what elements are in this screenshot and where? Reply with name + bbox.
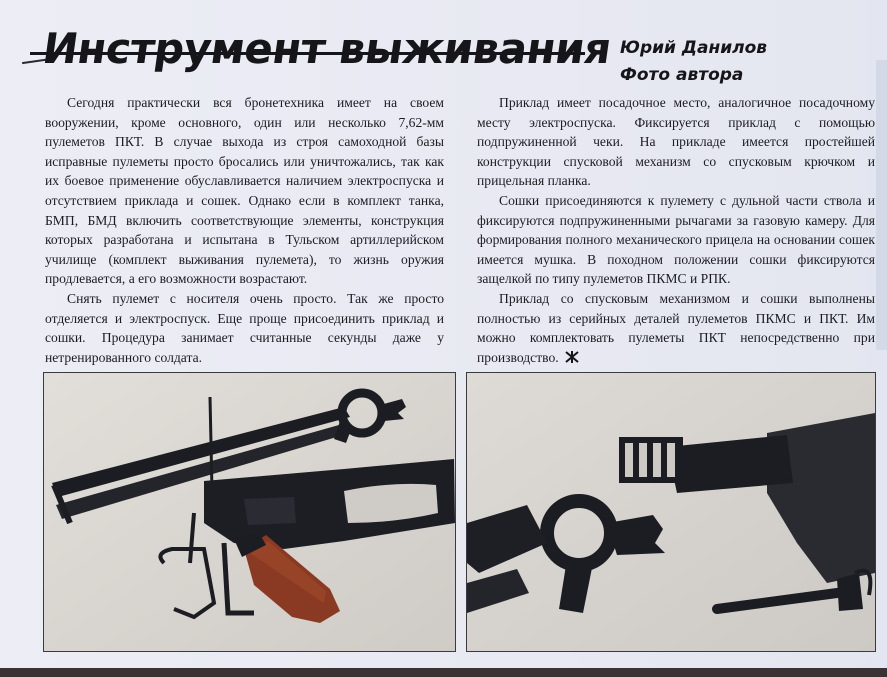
right-text-column: [477, 93, 875, 367]
bottom-border-band: [0, 668, 887, 677]
paragraph: Сошки присоединяются к пулемету с дульной части ствола и фиксируются подпружиненными рычагами за газовую камеру. Для формирования полного механического прицела на основании сошек имеется мушка. В походном положении сошки фиксируются защелкой по типу пулеметов ПКМС и РПК.: [477, 192, 875, 287]
article-title: Инструмент выживания: [39, 24, 615, 73]
photo-credit: Фото автора: [620, 65, 744, 85]
paragraph-text: Приклад со спусковым механизмом и сошки выполнены полностью из серийных деталей пулеметов ПКМС и ПКТ. Им можно комплектовать пулеметы ПКТ непосредственно при производство.: [477, 290, 875, 365]
left-text-column: [45, 93, 444, 367]
photo-bipod-on-barrel: [466, 372, 876, 652]
bipod-on-barrel-photo: [467, 373, 875, 651]
paragraph-last: [477, 289, 875, 367]
paragraph: Снять пулемет с носителя очень просто. Так же просто отделяется и электроспуск. Еще проще присоединить приклад и сошки. Процедура занимает считанные секунды даже у нетренированного солдата.: [45, 290, 444, 365]
stock-and-bipod-photo: [44, 373, 455, 651]
paragraph: Приклад имеет посадочное место, аналогичное посадочному месту электроспуска. Фиксируется приклад с помощью подпружиненной чеки. На прикладе имеется простейшей конструкции спусковой механизм со спусковым крючком и прицельная планка.: [477, 95, 875, 189]
star-end-mark-icon: [565, 351, 579, 363]
author-name: Юрий Данилов: [620, 38, 768, 58]
page-edge-strip: [876, 60, 887, 350]
photo-stock-and-bipod: [43, 372, 456, 652]
paragraph: Сегодня практически вся бронетехника имеет на своем вооружении, кроме основного, один или несколько 7,62-мм пулеметов ПКТ. В случае выхода из строя самоходной базы исправные пулеметы просто бросались или уничтожались, так как их боевое применение обуславливается наличием электроспуска и отсутствием приклада и сошек. Однако если в комплект танка, БМП, БМД включить соответствующие элементы, конструкция которых разработана и испытана в Тульском артиллерийском училище (комплект выживания пулемета), то жизнь оружия продлевается, а его возможности возрастают.: [45, 95, 444, 287]
